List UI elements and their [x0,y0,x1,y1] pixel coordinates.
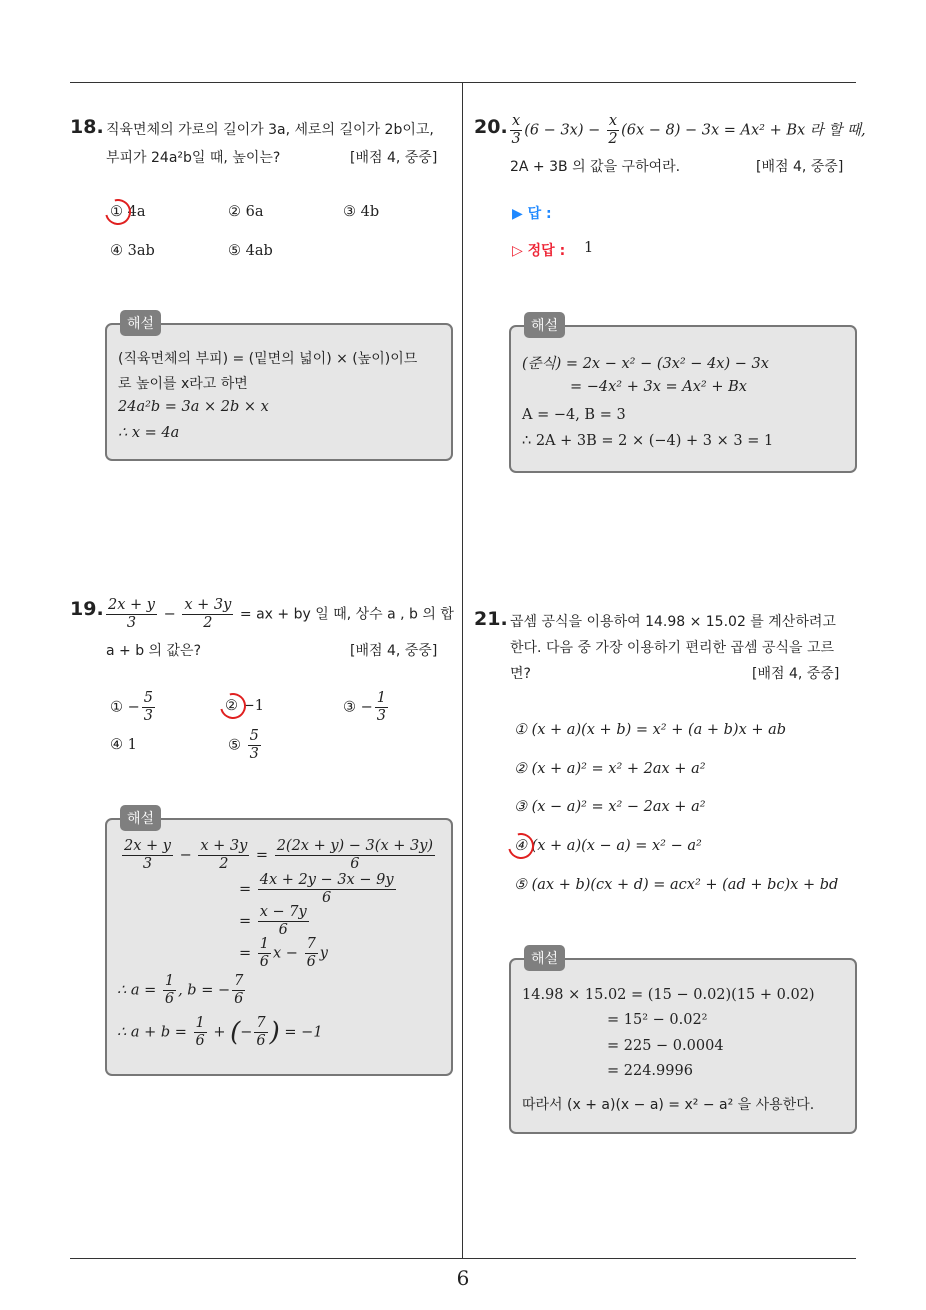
solution-line: 따라서 (x + a)(x − a) = x² − a² 을 사용한다. [522,1097,815,1113]
solution-line: 14.98 × 15.02 = (15 − 0.02)(15 + 0.02) [522,987,815,1003]
solution-line: = 224.9996 [607,1063,693,1079]
choice-5[interactable]: ⑤ 4ab [228,243,273,259]
question-number: 18. [70,116,104,138]
solution-label: 해설 [524,945,565,971]
solution-label: 해설 [120,310,161,336]
solution-line: A = −4, B = 3 [522,407,626,423]
choice-1[interactable]: ① − $\frac{5}{3}$ [110,690,153,724]
question-text: 면? [510,666,531,682]
solution-box [509,325,857,473]
choice-3[interactable]: ③ (x − a)² = x² − 2ax + a² [514,799,706,815]
choice-1[interactable]: ① (x + a)(x + b) = x² + (a + b)x + ab [514,722,787,738]
question-number: 21. [474,608,508,630]
question-stem: $\frac{x}{3}$ (6 − 3x) − $\frac{x}{2}$ (6x − 8) − 3x = Ax² + Bx 라 할 때, [511,113,866,147]
score-label: [배점 4, 중중] [350,643,438,659]
solution-line: = 15² − 0.02² [607,1012,708,1028]
solution-line: (직육면체의 부피) = (밑면의 넓이) × (높이)이므 [118,351,418,367]
solution-line: ∴ 2A + 3B = 2 × (−4) + 3 × 3 = 1 [522,433,774,449]
bottom-rule [70,1258,856,1259]
solution-line: = $\frac{x - 7y}{6}$ [239,904,307,938]
solution-line: ∴ x = 4a [118,425,180,441]
solution-line: ∴ a = $\frac{1}{6}$ , b = − $\frac{7}{6}$ [117,973,244,1007]
question-number: 20. [474,116,508,138]
choice-2[interactable]: ② 6a [228,204,264,220]
score-label: [배점 4, 중중] [752,666,840,682]
choice-2[interactable]: ② −1 [225,698,264,714]
choice-4[interactable]: ④ 3ab [110,243,155,259]
choice-4[interactable]: ④ (x + a)(x − a) = x² − a² [514,838,702,854]
choice-5[interactable]: ⑤ $\frac{5}{3}$ [228,728,259,762]
solution-line: 24a²b = 3a × 2b × x [118,399,269,415]
question-text: 곱셈 공식을 이용하여 14.98 × 15.02 를 계산하려고 [510,614,836,630]
solution-line: = $\frac{1}{6}$ x − $\frac{7}{6}$ y [239,936,328,970]
choice-5[interactable]: ⑤ (ax + b)(cx + d) = acx² + (ad + bc)x + bd [514,877,839,893]
solution-line: = −4x² + 3x = Ax² + Bx [570,379,747,395]
solution-line: = $\frac{4x + 2y - 3x - 9y}{6}$ [239,872,394,906]
score-label: [배점 4, 중중] [756,159,844,175]
selected-mark [503,828,539,864]
page-number: 6 [456,1266,470,1290]
question-text: 2A + 3B 의 값을 구하여라. [510,159,681,175]
selected-mark [215,688,251,724]
correct-answer-value: 1 [584,240,594,256]
fraction: $\frac{x + 3y}{2}$ [184,597,232,631]
solution-label: 해설 [120,805,161,831]
choice-3[interactable]: ③ 4b [343,204,380,220]
question-text: 한다. 다음 중 가장 이용하기 편리한 곱셈 공식을 고르 [510,640,835,656]
choice-1[interactable]: ① 4a [110,204,146,220]
solution-line: 로 높이를 x라고 하면 [118,376,248,392]
question-number: 19. [70,598,104,620]
top-rule [70,82,856,83]
answer-label: ▶ 답 : [512,206,552,222]
question-text: 부피가 24a²b일 때, 높이는? [106,150,281,166]
score-label: [배점 4, 중중] [350,150,438,166]
selected-mark [100,194,136,230]
solution-line: (준식) = 2x − x² − (3x² − 4x) − 3x [522,356,769,372]
question-text: 직육면체의 가로의 길이가 3a, 세로의 길이가 2b이고, [106,122,434,138]
fraction: $\frac{2x + y}{3}$ [108,597,155,631]
solution-label: 해설 [524,312,565,338]
question-stem: $\frac{2x + y}{3}$ − $\frac{x + 3y}{2}$ = ax + by 일 때, 상수 a , b 의 합 [108,597,454,631]
choice-2[interactable]: ② (x + a)² = x² + 2ax + a² [514,761,706,777]
solution-line: ∴ a + b = $\frac{1}{6}$ + (− $\frac{7}{6}$ ) = −1 [117,1015,323,1049]
correct-answer-label: ▷ 정답 : [512,243,566,259]
question-text: a + b 의 값은? [106,643,201,659]
choice-3[interactable]: ③ − $\frac{1}{3}$ [343,690,386,724]
solution-line: = 225 − 0.0004 [607,1038,724,1054]
solution-line: $\frac{2x + y}{3}$ − $\frac{x + 3y}{2}$ = $\frac{2(2x + y) - 3(x + 3y)}{6}$ [124,838,434,872]
choice-4[interactable]: ④ 1 [110,737,137,753]
column-divider [462,83,463,1259]
